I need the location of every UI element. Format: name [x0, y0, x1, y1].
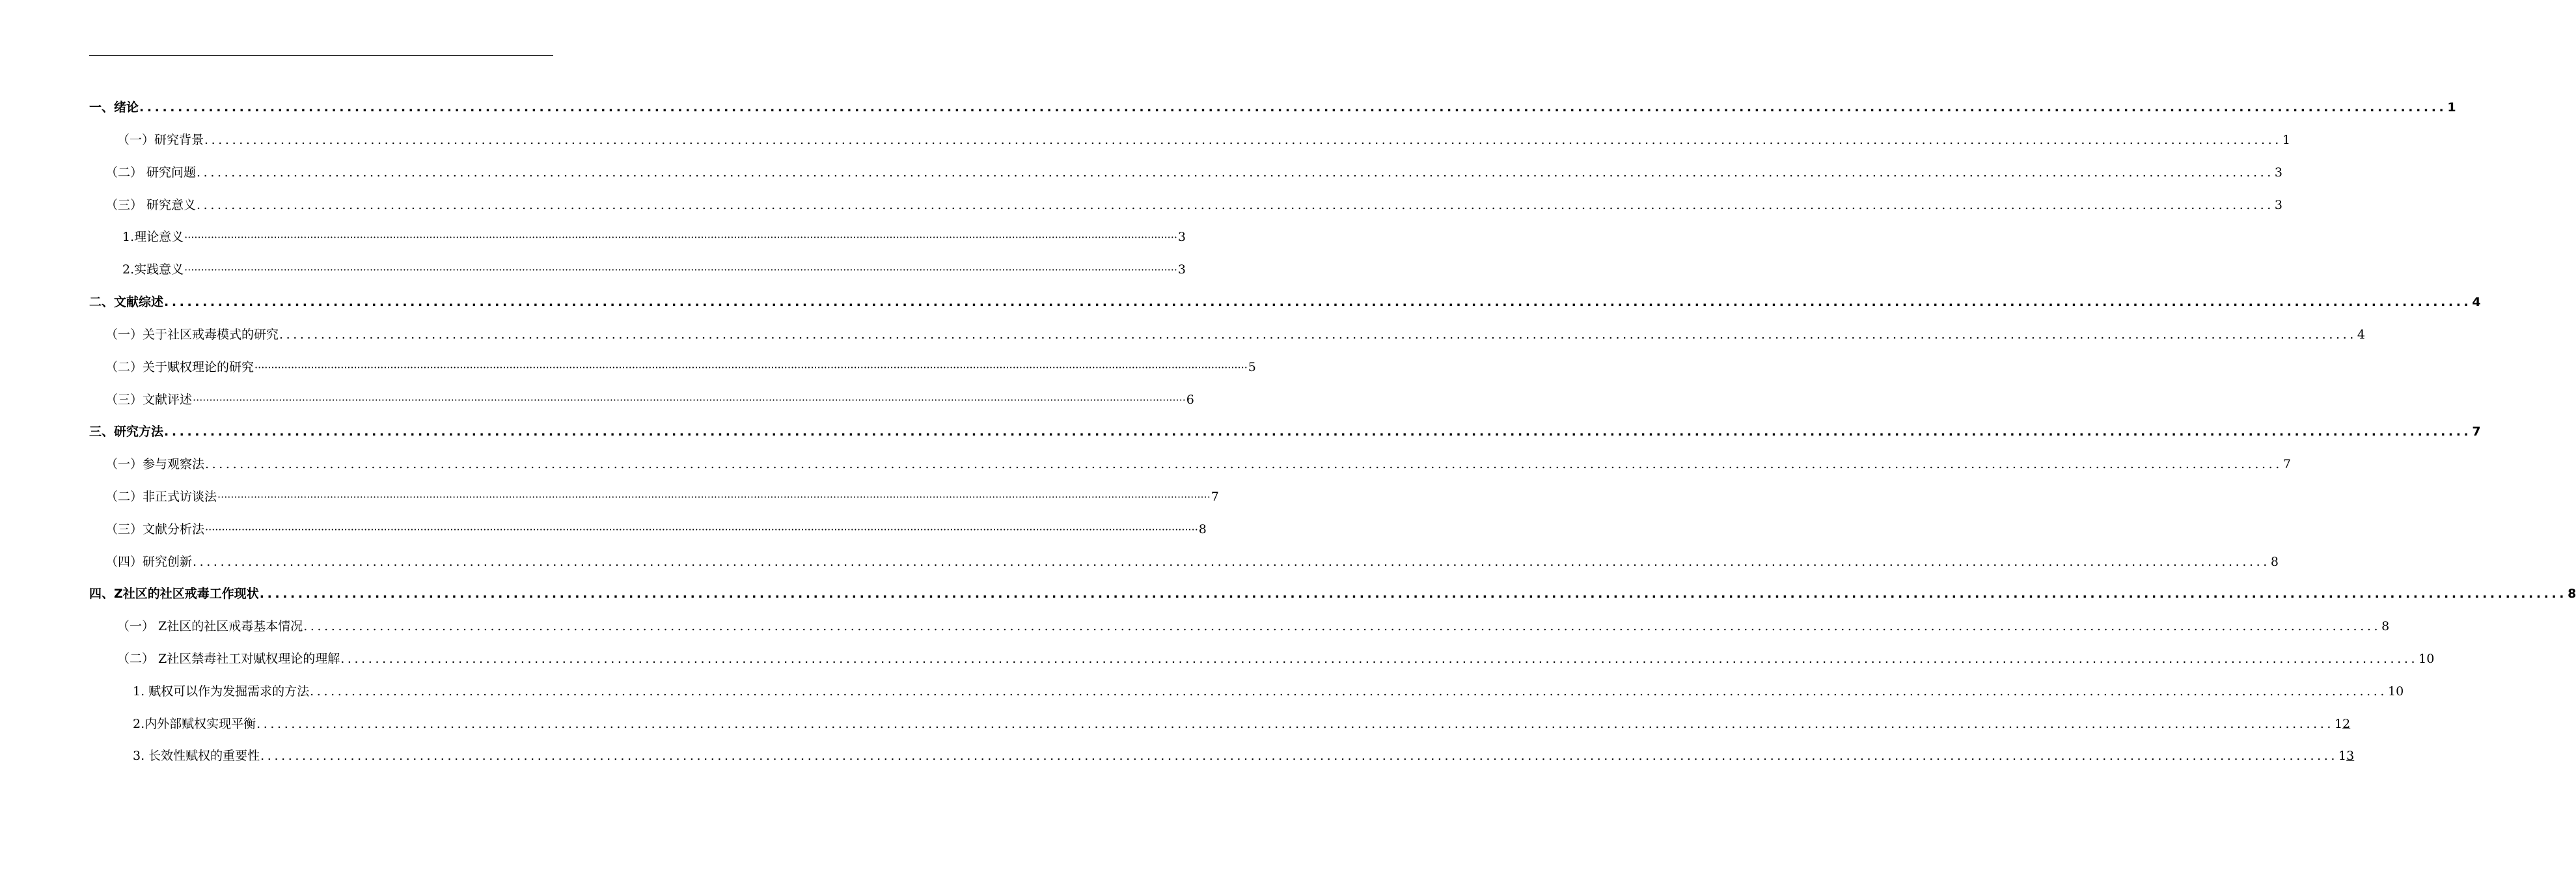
toc-leader-dots: ············································································································································································································································································································ — [254, 361, 1248, 374]
toc-entry-page-number: 5 — [1248, 360, 1256, 374]
toc-entry[interactable] — [105, 357, 1256, 377]
toc-entry-label: （四）研究创新 — [105, 555, 193, 569]
toc-entry-label: （二） Z社区禁毒社工对赋权理论的理解 — [117, 652, 340, 666]
toc-entry-label: 1. 赋权可以作为发掘需求的方法 — [133, 684, 310, 699]
toc-entry-label: （一） Z社区的社区戒毒基本情况 — [117, 619, 303, 633]
toc-leader-dots: ............................................................................................................................................................................................................................................................................................................ — [260, 749, 2338, 763]
toc-leader-dots: ············································································································································································································································································································ — [184, 231, 1177, 243]
toc-leader-dots: ............................................................................................................................................................................................................................................................................................................ — [303, 619, 2381, 633]
toc-entry[interactable] — [89, 98, 2456, 117]
toc-entry-label: （二） 研究问题 — [105, 165, 197, 180]
toc-entry[interactable] — [117, 649, 2435, 669]
toc-leader-dots: ............................................................................................................................................................................................................................................................................................................ — [193, 555, 2270, 569]
toc-entry[interactable] — [105, 520, 1207, 539]
toc-entry-page-number: 10 — [2388, 684, 2404, 699]
toc-entry-page-number: 7 — [2282, 457, 2291, 471]
toc-leader-dots: ············································································································································································································································································································ — [217, 491, 1211, 503]
toc-entry-page-number: 7 — [1211, 490, 1219, 504]
toc-entry-page-number: 1 — [2282, 133, 2290, 147]
toc-entry[interactable] — [105, 325, 2365, 344]
toc-entry-page-number: 3 — [1177, 230, 1186, 244]
toc-entry[interactable] — [105, 195, 2283, 215]
toc-entry-page-number: 8 — [2568, 587, 2576, 601]
toc-entry[interactable] — [89, 292, 2481, 312]
toc-entry-label: 2.实践意义 — [122, 262, 184, 277]
toc-entry-label: （一）研究背景 — [117, 133, 204, 147]
toc-entry-page-number: 8 — [2381, 619, 2390, 633]
toc-entry[interactable] — [105, 390, 1194, 410]
toc-leader-dots: ............................................................................................................................................................................................................................................................................................................ — [279, 327, 2357, 342]
toc-entry-label: 二、文献综述 — [89, 295, 164, 309]
toc-entry-label: （一）参与观察法 — [105, 457, 205, 471]
toc-entry-page-number: 6 — [1186, 393, 1194, 407]
toc-entry-page-number: 4 — [2357, 327, 2365, 342]
toc-entry-label: （二）非正式访谈法 — [105, 490, 217, 504]
toc-leader-dots: ............................................................................................................................................................................................................................................................................................................ — [139, 100, 2447, 115]
toc-leader-dots: ............................................................................................................................................................................................................................................................................................................ — [197, 165, 2274, 180]
toc-entry-page-number: 13 — [2338, 749, 2355, 763]
toc-entry-label: 1.理论意义 — [122, 230, 184, 244]
toc-entry-label: （三）文献评述 — [105, 393, 193, 407]
toc-entry-page-number: 3 — [2274, 165, 2283, 180]
toc-leader-dots: ............................................................................................................................................................................................................................................................................................................ — [164, 295, 2472, 309]
toc-entry-page-number: 3 — [1177, 262, 1186, 277]
toc-entry[interactable] — [105, 552, 2279, 572]
toc-leader-dots: ............................................................................................................................................................................................................................................................................................................ — [256, 717, 2335, 731]
toc-entry[interactable] — [122, 227, 1186, 247]
toc-entry-page-number: 12 — [2335, 717, 2351, 731]
toc-entry-page-number: 1 — [2447, 100, 2456, 115]
toc-entry[interactable] — [122, 260, 1186, 279]
toc-entry[interactable] — [133, 746, 2355, 766]
toc-entry-label: 四、Z社区的社区戒毒工作现状 — [89, 587, 259, 601]
toc-leader-dots: ............................................................................................................................................................................................................................................................................................................ — [259, 587, 2568, 601]
toc-entry-label: （三）文献分析法 — [105, 522, 205, 536]
toc-entry[interactable] — [89, 584, 2576, 604]
toc-entry[interactable] — [105, 163, 2283, 182]
toc-entry[interactable] — [133, 714, 2351, 734]
toc-entry-label: 3. 长效性赋权的重要性 — [133, 749, 260, 763]
toc-entry-page-number: 8 — [1198, 522, 1207, 536]
toc-entry[interactable] — [89, 422, 2481, 441]
toc-leader-dots: ............................................................................................................................................................................................................................................................................................................ — [164, 424, 2472, 439]
toc-entry-label: 一、绪论 — [89, 100, 139, 115]
toc-entry-label: 2.内外部赋权实现平衡 — [133, 717, 256, 731]
toc-entry[interactable] — [133, 682, 2404, 701]
toc-leader-dots: ............................................................................................................................................................................................................................................................................................................ — [205, 457, 2282, 471]
toc-entry-label: （一）关于社区戒毒模式的研究 — [105, 327, 279, 342]
toc-entry-page-number: 10 — [2418, 652, 2435, 666]
toc-leader-dots: ············································································································································································································································································································ — [205, 523, 1198, 536]
toc-entry-page-number: 4 — [2472, 295, 2481, 309]
toc-entry-page-number: 3 — [2274, 198, 2283, 212]
toc-entry[interactable] — [117, 130, 2290, 150]
toc-entry-label: 三、研究方法 — [89, 424, 164, 439]
toc-entry-label: （二）关于赋权理论的研究 — [105, 360, 254, 374]
toc-entry-page-number: 7 — [2472, 424, 2481, 439]
toc-leader-dots: ············································································································································································································································································································ — [184, 264, 1177, 276]
toc-leader-dots: ............................................................................................................................................................................................................................................................................................................ — [204, 133, 2282, 147]
toc-entry[interactable] — [105, 487, 1219, 507]
toc-entry-label: （三） 研究意义 — [105, 198, 197, 212]
toc-leader-dots: ············································································································································································································································································································ — [193, 394, 1186, 406]
toc-entry[interactable] — [117, 617, 2390, 636]
toc-leader-dots: ............................................................................................................................................................................................................................................................................................................ — [310, 684, 2388, 699]
toc-leader-dots: ............................................................................................................................................................................................................................................................................................................ — [197, 198, 2274, 212]
toc-entry-page-number: 8 — [2270, 555, 2279, 569]
toc-entry[interactable] — [105, 454, 2291, 474]
toc-leader-dots: ............................................................................................................................................................................................................................................................................................................ — [340, 652, 2418, 666]
